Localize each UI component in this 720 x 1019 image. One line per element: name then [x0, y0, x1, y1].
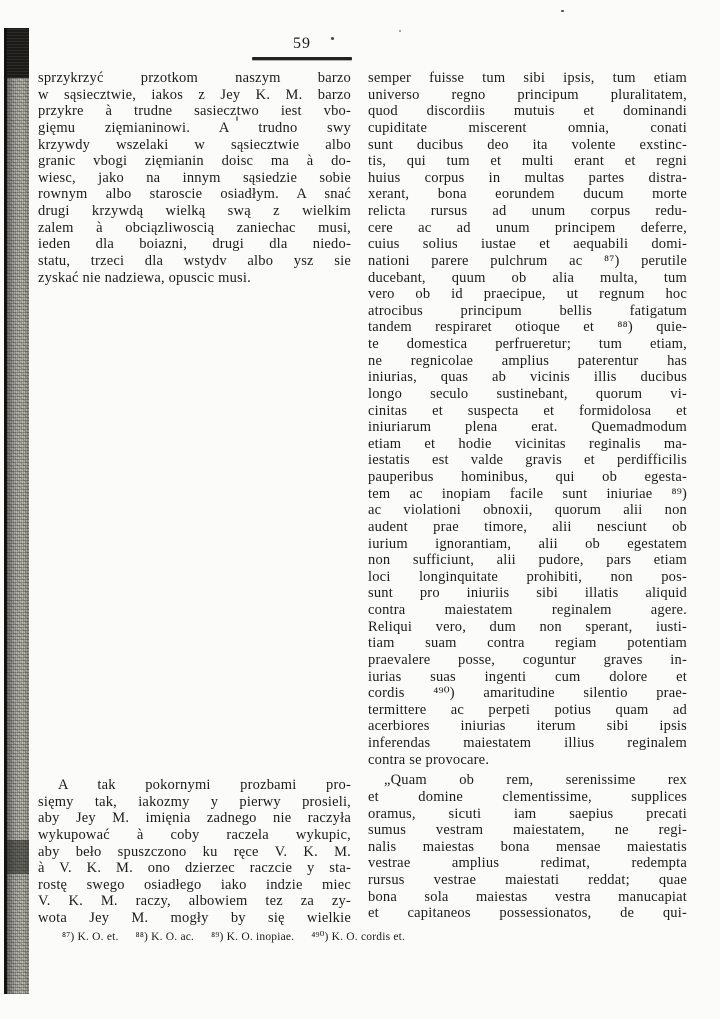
header-rule	[252, 57, 352, 60]
text-line: contra se provocare.	[368, 751, 490, 768]
text-line: zalem à obciązliwoscią zaniechac musi,	[38, 219, 351, 236]
text-line: vero ob id praecipue, ut regnum hoc	[368, 286, 687, 303]
text-line: Reliqui vero, dum non sperant, iusti-	[368, 618, 687, 635]
text-line: cinitas et suspecta et formidolosa et	[368, 402, 687, 419]
text-line: atrocibus principum bellis fatigatum	[368, 302, 687, 319]
text-line: V. K. M. raczy, albowiem tez za zy-	[38, 893, 351, 910]
right-column-paragraph-1	[368, 70, 687, 768]
right-column-paragraph-2	[368, 772, 687, 922]
text-line: w sąsiecztwie, iakos z Jey K. M. barzo	[38, 86, 351, 103]
text-line: sunt pro iniuriis sibi illatis aliquid	[368, 585, 687, 602]
text-line: sumus vestram maiestatem, ne regi-	[368, 822, 687, 839]
text-line: loci longinquitate prohibiti, non pos-	[368, 568, 687, 585]
text-line: iniuriarum plena erat. Quemadmodum	[368, 419, 687, 436]
text-line: acerbiores iniurias iterum sibi ipsis	[368, 718, 687, 735]
left-column-paragraph-1	[38, 70, 351, 286]
text-line: contra maiestatem reginalem agere.	[368, 602, 687, 618]
footnotes-row	[62, 930, 662, 944]
page-header	[252, 34, 352, 54]
text-line: cere ac ad unum principem deferre,	[368, 219, 687, 236]
text-line: przykre à trudne sasiecztwo iest vbo-	[38, 103, 351, 120]
scan-gutter-dark-patch	[7, 840, 29, 874]
text-line: praevalere posse, coguntur graves in-	[368, 651, 687, 668]
text-line: et domine clementissime, supplices	[368, 788, 687, 805]
text-line: rownym albo staroscie osiadłym. A snać	[38, 186, 351, 203]
text-line: wykupować à coby raczela wykupic,	[38, 826, 351, 843]
text-line: sunt ducibus deo ita volente exstinc-	[368, 136, 687, 153]
text-line: etiam et hodie vicinitas reginalis ma-	[368, 435, 687, 452]
right-column	[368, 70, 687, 922]
text-line: audent prae timore, alii nesciunt ob	[368, 518, 687, 535]
text-line: iestatis est valde gravis et perdifficilis	[368, 452, 687, 469]
text-line: tiam suam contra regiam potentiam	[368, 635, 687, 652]
text-line: universo regno principum pluralitatem,	[368, 86, 687, 103]
text-line: iniurias, quas ab vicinis illis ducibus	[368, 369, 687, 386]
text-line: nationi parere pulchrum ac ⁸⁷) perutile	[368, 252, 687, 269]
text-line: cuius solius iustae et aequabili domi-	[368, 236, 687, 253]
left-column-paragraph-2	[38, 777, 351, 927]
text-line: rursus vestrae maiestati reddat; quae	[368, 872, 687, 888]
text-line: gięmu zięmianinowi. A trudno swy	[38, 119, 351, 136]
text-line: longo seculo sustinebant, quorum vi-	[368, 385, 687, 402]
text-line: ac violationi obnoxii, quorum alii non	[368, 502, 687, 519]
text-line: huius corpus in multas partes distra-	[368, 169, 687, 186]
text-line: sprzykrzyć przotkom naszym barzo	[38, 70, 351, 86]
scan-gutter-band	[4, 28, 29, 994]
text-line: vestrae amplius redimat, redempta	[368, 855, 687, 872]
text-line: à V. K. M. ono dzierzec raczcie y sta-	[38, 860, 351, 877]
text-line: cupiditate miscerent omnia, conati	[368, 119, 687, 136]
text-line: „Quam ob rem, serenissime rex	[384, 772, 687, 789]
text-line: ducebant, quum ob alia multa, tum	[368, 269, 687, 286]
text-line: ieden dla boiazni, drugi dla niedo-	[38, 236, 351, 253]
scan-gutter-dark-top	[7, 28, 29, 78]
text-line: wiesc, jako na innym sąsiedzie sobie	[38, 169, 351, 186]
text-line: xerant, bona eorundem ducum morte	[368, 186, 687, 203]
text-line: te domestica perfrueretur; tum etiam,	[368, 336, 687, 352]
page-number: 59	[293, 35, 311, 52]
text-line: tem ac inopiam facile sunt iniuriae ⁸⁹)	[368, 485, 687, 502]
scan-speck	[399, 30, 401, 32]
text-line: semper fuisse tum sibi ipsis, tum etiam	[368, 70, 687, 86]
text-line: bona sola maiestas vestra manucapiat	[368, 888, 687, 905]
text-line: granic vbogi zięmianin doisc ma à do-	[38, 153, 351, 170]
footnote-item: ⁴⁹⁰) K. O. cordis et.	[311, 931, 406, 943]
footnote-item: ⁸⁹) K. O. inopiae.	[211, 931, 295, 943]
text-line: inferendas maiestatem illius reginalem	[368, 735, 687, 751]
footnote-item: ⁸⁷) K. O. et.	[62, 931, 119, 943]
text-line: rostę swego osiadłego iako indzie miec	[38, 876, 351, 893]
text-line: non sufficiunt, alii pudore, pars etiam	[368, 552, 687, 569]
text-line: sięmy tak, iakozmy y pierwy prosieli,	[38, 793, 351, 810]
text-line: drugi krzywdą wielką swą z wielkim	[38, 203, 351, 219]
text-line: relicta rursus ad unum corpus redu-	[368, 203, 687, 219]
text-line: iurias suas ingenti cum dolore et	[368, 668, 687, 685]
text-line: wota Jey M. mogły by się wielkie	[38, 910, 351, 926]
text-line: aby beło spuszczono ku ręce V. K. M.	[38, 843, 351, 860]
footnote-item: ⁸⁸) K. O. ac.	[135, 931, 195, 943]
text-line: ne regnicolae amplius paterentur has	[368, 352, 687, 369]
text-line: krzywdy wszelaki w sąsiecztwie albo	[38, 136, 351, 153]
text-line: statu, trzeci dla wstydv albo ysz sie	[38, 252, 351, 269]
text-line: et capitaneos possessionatos, de qui-	[368, 905, 687, 922]
text-line: aby Jey M. imięnia zadnego nie raczyła	[38, 810, 351, 827]
text-line: A tak pokornymi prozbami pro-	[58, 777, 351, 793]
text-line: iurium ignorantiam, alii ob egestatem	[368, 535, 687, 552]
scan-speck	[561, 10, 564, 12]
text-line: cordis ⁴⁹⁰) amaritudine silentio prae-	[368, 685, 687, 702]
text-line: tis, qui tum et multi erant et regni	[368, 153, 687, 170]
text-line: termittere ac perpeti potius quam ad	[368, 701, 687, 718]
text-line: zyskać nie nadziewa, opuscic musi.	[38, 269, 251, 286]
text-line: nalis maiestas bona mensae maiestatis	[368, 838, 687, 855]
text-line: quod discordiis mutuis et dominandi	[368, 103, 687, 120]
text-line: tandem respiraret otioque et ⁸⁸) quie-	[368, 319, 687, 336]
text-line: pauperibus hominibus, qui ob egesta-	[368, 469, 687, 485]
text-line: oramus, sicuti iam saepius precati	[368, 805, 687, 822]
